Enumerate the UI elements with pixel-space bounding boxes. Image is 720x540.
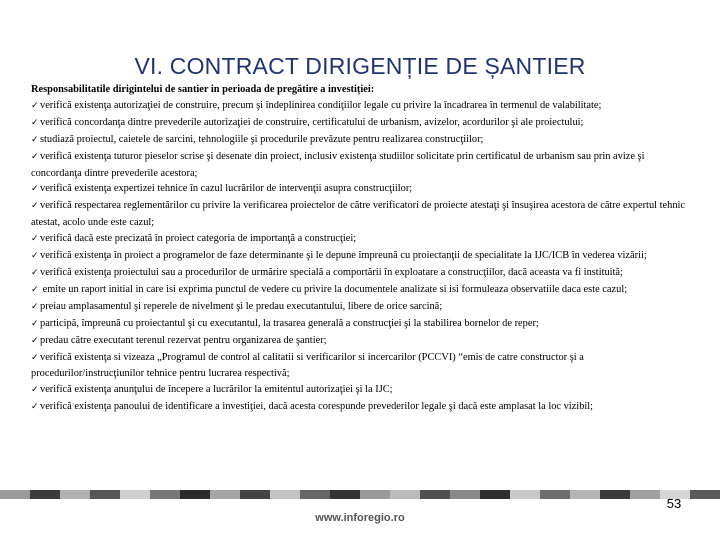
list-item-text: preiau amplasamentul şi reperele de nivelment şi le predau executantului, libere de orice sarcină; bbox=[40, 300, 443, 312]
footer-color-band bbox=[0, 490, 720, 499]
checkmark-icon: ✓ bbox=[31, 335, 39, 346]
list-item-text: verifică existenţa proiectului sau a procedurilor de urmărire specială a comportării în exploatare a construcţiilor, dacă aceasta va fi instituită; bbox=[40, 266, 623, 278]
list-item bbox=[31, 181, 695, 198]
checkmark-icon: ✓ bbox=[31, 284, 39, 295]
list-item-text: verifică existenţa autorizaţiei de construire, precum şi îndeplinirea condiţiilor legale cu privire la încadrarea în termenul de valabilitate; bbox=[40, 99, 602, 111]
band-segment bbox=[390, 490, 420, 499]
checkmark-icon: ✓ bbox=[31, 402, 39, 413]
list-item-text: verifică existenţa panoului de identificare a investiţiei, dacă acesta corespunde prevederilor legale şi dacă este amplasat la loc vizibil; bbox=[40, 401, 594, 413]
list-item bbox=[31, 248, 695, 265]
band-segment bbox=[180, 490, 210, 499]
band-segment bbox=[90, 490, 120, 499]
checkmark-icon: ✓ bbox=[31, 251, 39, 262]
band-segment bbox=[330, 490, 360, 499]
band-segment bbox=[570, 490, 600, 499]
list-item bbox=[31, 98, 695, 115]
band-segment bbox=[510, 490, 540, 499]
list-item bbox=[31, 149, 695, 182]
band-segment bbox=[600, 490, 630, 499]
page-title: VI. CONTRACT DIRIGENȚIE DE ȘANTIER bbox=[134, 53, 586, 79]
band-segment bbox=[450, 490, 480, 499]
list-item bbox=[31, 115, 695, 132]
band-segment bbox=[690, 490, 720, 499]
checkmark-icon: ✓ bbox=[31, 184, 39, 195]
band-segment bbox=[60, 490, 90, 499]
list-item bbox=[31, 282, 695, 299]
page-number: 53 bbox=[666, 496, 682, 511]
checkmark-icon: ✓ bbox=[31, 301, 39, 312]
list-item-text: studiază proiectul, caietele de sarcini, tehnologiile şi procedurile prevăzute pentru realizarea construcţiilor; bbox=[40, 133, 484, 145]
list-item-text: predau către executant terenul rezervat pentru organizarea de şantier; bbox=[40, 334, 327, 346]
list-item bbox=[31, 350, 695, 383]
checkmark-icon: ✓ bbox=[31, 100, 39, 111]
checkmark-icon: ✓ bbox=[31, 151, 39, 162]
checkmark-icon: ✓ bbox=[31, 117, 39, 128]
checkmark-icon: ✓ bbox=[31, 385, 39, 396]
list-item bbox=[31, 382, 695, 399]
list-item-text: verifică existenţa si vizeaza „Programul de control al calitatii si verificarilor si incercarilor (PCCVI) “emis de catre constructor şi a procedurilor/instrucţiunilor tehnice pentru lucrarea respectivă; bbox=[31, 351, 584, 380]
band-segment bbox=[360, 490, 390, 499]
list-item bbox=[31, 299, 695, 316]
list-item-text: verifică existenţa anunţului de începere a lucrărilor la emitentul autorizaţiei şi la IJC; bbox=[40, 384, 393, 396]
band-segment bbox=[240, 490, 270, 499]
footer-url: www.inforegio.ro bbox=[315, 512, 405, 524]
band-segment bbox=[0, 490, 30, 499]
section-heading: Responsabilitatile dirigintelui de santier in perioada de pregătire a investiției: bbox=[31, 84, 375, 95]
band-segment bbox=[120, 490, 150, 499]
list-item-text: verifică respectarea reglementărilor cu privire la verificarea proiectelor de către verificatori de proiecte atestaţi şi însuşirea acestora de către expertul tehnic atestat, acolo unde este cazul; bbox=[31, 200, 686, 229]
checkmark-icon: ✓ bbox=[31, 134, 39, 145]
list-item bbox=[31, 231, 695, 248]
list-item bbox=[31, 132, 695, 149]
checkmark-icon: ✓ bbox=[31, 201, 39, 212]
checkmark-icon: ✓ bbox=[31, 234, 39, 245]
band-segment bbox=[270, 490, 300, 499]
list-item bbox=[31, 333, 695, 350]
list-item bbox=[31, 198, 695, 231]
list-item-text: verifică existenţa în proiect a programelor de faze determinante şi le depune împreună cu proiectanţii de specialitate la IJC/ICB în vederea vizării; bbox=[40, 250, 647, 262]
band-segment bbox=[210, 490, 240, 499]
list-item-text: verifică existenţa tuturor pieselor scrise şi desenate din proiect, inclusiv existenţa studiilor solicitate prin certificatul de urbanism sau prin avize şi concordanţa dintre prevederile acestora; bbox=[31, 150, 645, 179]
list-item bbox=[31, 316, 695, 333]
list-item-text: verifică existenţa expertizei tehnice în cazul lucrărilor de intervenţii asupra construcţiilor; bbox=[40, 183, 413, 195]
list-item bbox=[31, 399, 695, 416]
list-item-text: participă, împreună cu proiectantul şi cu executantul, la trasarea generală a construcţiei şi la stabilirea bornelor de reper; bbox=[40, 317, 539, 329]
band-segment bbox=[150, 490, 180, 499]
list-item-text: emite un raport initial in care isi exprima punctul de vedere cu privire la documentele analizate si isi formuleaza observatiile daca este cazul; bbox=[40, 283, 628, 295]
checkmark-icon: ✓ bbox=[31, 352, 39, 363]
checkmark-icon: ✓ bbox=[31, 267, 39, 278]
band-segment bbox=[540, 490, 570, 499]
band-segment bbox=[480, 490, 510, 499]
checkmark-icon: ✓ bbox=[31, 318, 39, 329]
responsibility-list bbox=[31, 98, 695, 416]
list-item bbox=[31, 265, 695, 282]
list-item-text: verifică concordanţa dintre prevederile autorizaţiei de construire, certificatului de urbanism, avizelor, acordurilor şi ale proiectului; bbox=[40, 116, 584, 128]
band-segment bbox=[300, 490, 330, 499]
band-segment bbox=[420, 490, 450, 499]
list-item-text: verifică dacă este precizată în proiect categoria de importanţă a construcţiei; bbox=[40, 233, 357, 245]
document-body bbox=[31, 82, 695, 416]
band-segment bbox=[30, 490, 60, 499]
